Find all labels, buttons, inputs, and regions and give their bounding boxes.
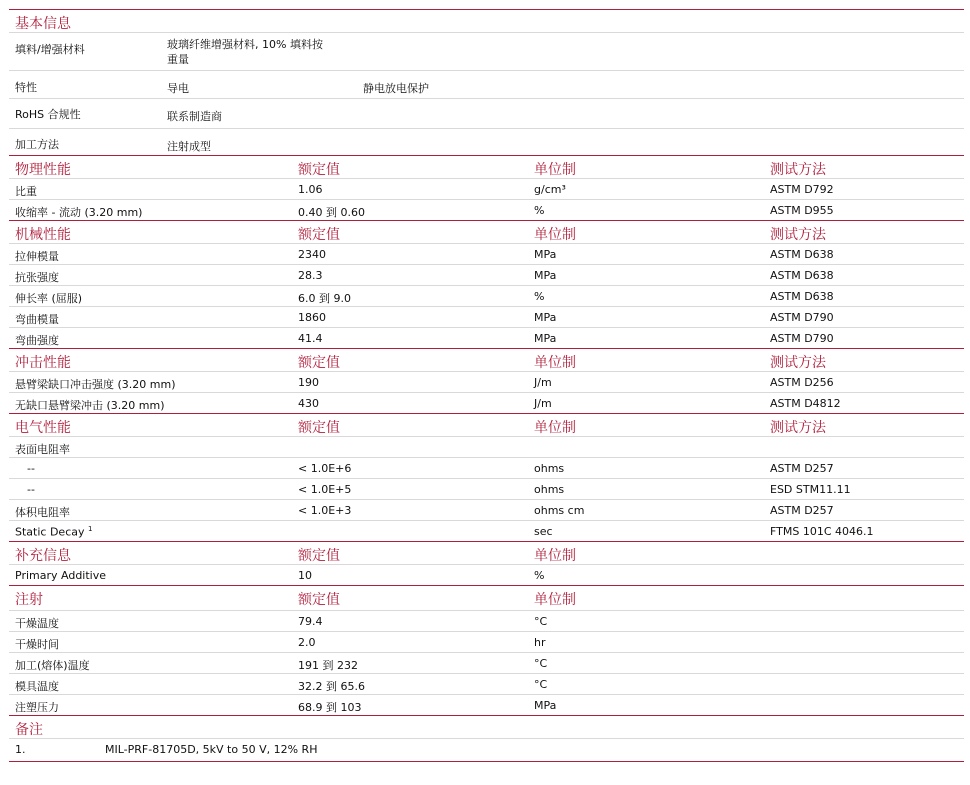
table-row (9, 392, 964, 413)
unit: ohms cm (534, 504, 585, 517)
property: 悬臂梁缺口冲击强度 (3.20 mm) (15, 378, 176, 391)
property: 干燥时间 (15, 638, 59, 651)
value-line2: 重量 (167, 53, 189, 66)
row-process (9, 128, 964, 155)
table-row (9, 478, 964, 499)
section-title: 补充信息 (15, 548, 71, 564)
unit: % (534, 569, 545, 582)
property: 抗张强度 (15, 271, 59, 284)
section-title: 机械性能 (15, 227, 71, 243)
section-supplement (9, 541, 964, 564)
label: RoHS 合规性 (15, 108, 81, 121)
label: 填料/增强材料 (15, 43, 85, 56)
section-title: 基本信息 (15, 16, 71, 32)
property: 收缩率 - 流动 (3.20 mm) (15, 206, 143, 219)
table-row (9, 694, 964, 715)
row-filler (9, 32, 964, 70)
value: 注射成型 (167, 140, 211, 153)
table-row (9, 306, 964, 327)
table-row (9, 371, 964, 392)
row-features (9, 70, 964, 98)
value: 导电 (167, 82, 189, 95)
section-mechanical (9, 220, 964, 243)
table-row (9, 264, 964, 285)
unit: °C (534, 615, 548, 628)
value: 0.40 到 0.60 (298, 206, 365, 219)
header-nominal: 额定值 (298, 355, 340, 371)
value: 2340 (298, 248, 326, 261)
value: 68.9 到 103 (298, 701, 362, 714)
property: -- (27, 462, 35, 475)
unit: hr (534, 636, 546, 649)
header-unit: 单位制 (534, 420, 576, 436)
test-method: ASTM D256 (770, 376, 834, 389)
unit: ohms (534, 462, 565, 475)
value: 28.3 (298, 269, 323, 282)
value: < 1.0E+3 (298, 504, 352, 517)
property: 拉伸模量 (15, 250, 59, 263)
section-basic-info (9, 9, 964, 32)
test-method: ASTM D257 (770, 462, 834, 475)
value: 41.4 (298, 332, 323, 345)
section-impact (9, 348, 964, 371)
header-nominal: 额定值 (298, 592, 340, 608)
header-unit: 单位制 (534, 227, 576, 243)
unit: MPa (534, 269, 557, 282)
value: 191 到 232 (298, 659, 358, 672)
test-method: ASTM D790 (770, 311, 834, 324)
test-method: ASTM D257 (770, 504, 834, 517)
label: 加工方法 (15, 138, 59, 151)
property: 加工(熔体)温度 (15, 659, 90, 672)
header-unit: 单位制 (534, 162, 576, 178)
property: Primary Additive (15, 569, 107, 582)
header-unit: 单位制 (534, 592, 576, 608)
note-number: 1. (15, 743, 26, 756)
header-unit: 单位制 (534, 548, 576, 564)
table-row (9, 327, 964, 348)
section-title: 电气性能 (15, 420, 71, 436)
value: 静电放电保护 (363, 82, 429, 95)
value: 10 (298, 569, 312, 582)
table-row (9, 499, 964, 520)
value: 1860 (298, 311, 326, 324)
unit: J/m (534, 376, 552, 389)
property: 比重 (15, 185, 37, 198)
table-row (9, 673, 964, 694)
value: 32.2 到 65.6 (298, 680, 365, 693)
header-test: 测试方法 (770, 162, 826, 178)
test-method: ASTM D638 (770, 248, 834, 261)
header-nominal: 额定值 (298, 227, 340, 243)
unit: % (534, 204, 545, 217)
value: 联系制造商 (167, 110, 222, 123)
table-row (9, 178, 964, 199)
table-row (9, 610, 964, 631)
unit: MPa (534, 311, 557, 324)
header-test: 测试方法 (770, 227, 826, 243)
header-nominal: 额定值 (298, 162, 340, 178)
unit: MPa (534, 699, 557, 712)
test-method: ASTM D792 (770, 183, 834, 196)
section-title: 物理性能 (15, 162, 71, 178)
section-notes (9, 715, 964, 738)
table-row (9, 564, 964, 585)
row-rohs (9, 98, 964, 128)
section-title: 备注 (15, 722, 43, 738)
property: 模具温度 (15, 680, 59, 693)
value: 2.0 (298, 636, 316, 649)
unit: MPa (534, 248, 557, 261)
test-method: ASTM D790 (770, 332, 834, 345)
unit: ohms (534, 483, 565, 496)
test-method: ESD STM11.11 (770, 483, 851, 496)
static-decay-label: Static Decay (15, 525, 85, 539)
note-text: MIL-PRF-81705D, 5kV to 50 V, 12% RH (105, 743, 318, 756)
section-physical (9, 155, 964, 178)
header-test: 测试方法 (770, 355, 826, 371)
table-row (9, 652, 964, 673)
header-test: 测试方法 (770, 420, 826, 436)
value: 190 (298, 376, 319, 389)
property: 体积电阻率 (15, 506, 70, 519)
property: 注塑压力 (15, 701, 59, 714)
table-row (9, 457, 964, 478)
label: 特性 (15, 81, 37, 94)
property: 干燥温度 (15, 617, 59, 630)
property: 伸长率 (屈服) (15, 292, 83, 305)
test-method: ASTM D955 (770, 204, 834, 217)
table-row (9, 631, 964, 652)
unit: sec (534, 525, 553, 538)
footer-rule (9, 761, 964, 763)
datasheet (9, 9, 964, 763)
test-method: ASTM D4812 (770, 397, 841, 410)
unit: % (534, 290, 545, 303)
value-line1: 玻璃纤维增强材料, 10% 填料按 (167, 38, 323, 51)
property: -- (27, 483, 35, 496)
unit: °C (534, 678, 548, 691)
test-method: ASTM D638 (770, 269, 834, 282)
table-row (9, 436, 964, 457)
table-row (9, 285, 964, 306)
value: < 1.0E+5 (298, 483, 352, 496)
table-row (9, 520, 964, 541)
property (15, 525, 92, 539)
header-unit: 单位制 (534, 355, 576, 371)
test-method: ASTM D638 (770, 290, 834, 303)
note-row (9, 738, 964, 761)
property: 弯曲模量 (15, 313, 59, 326)
unit: MPa (534, 332, 557, 345)
table-row (9, 199, 964, 220)
header-nominal: 额定值 (298, 548, 340, 564)
property: 表面电阻率 (15, 443, 70, 456)
value: 6.0 到 9.0 (298, 292, 351, 305)
header-nominal: 额定值 (298, 420, 340, 436)
test-method: FTMS 101C 4046.1 (770, 525, 874, 538)
unit: J/m (534, 397, 552, 410)
unit: °C (534, 657, 548, 670)
section-electrical (9, 413, 964, 436)
unit: g/cm³ (534, 183, 566, 196)
table-row (9, 243, 964, 264)
value: 79.4 (298, 615, 323, 628)
section-title: 注射 (15, 592, 43, 608)
property: 无缺口悬臂梁冲击 (3.20 mm) (15, 399, 165, 412)
value: 1.06 (298, 183, 323, 196)
value: 430 (298, 397, 319, 410)
section-title: 冲击性能 (15, 355, 71, 371)
property: 弯曲强度 (15, 334, 59, 347)
section-injection (9, 585, 964, 610)
footnote-ref: 1 (88, 525, 93, 533)
value: < 1.0E+6 (298, 462, 352, 475)
